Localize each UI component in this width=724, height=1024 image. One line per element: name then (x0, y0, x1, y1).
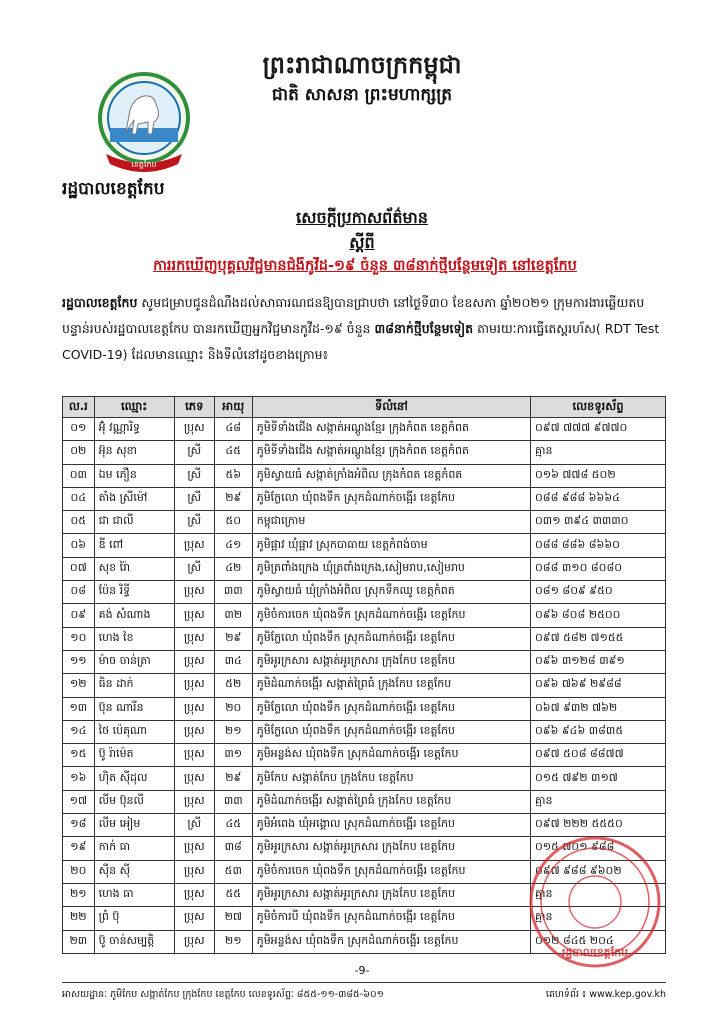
phone-number: ០១៦ ៧៧៨ ៥០២ (531, 464, 666, 487)
table-row (63, 627, 666, 650)
phone-number: ០៩៦ ៩៤៦ ៣៨៣៥ (531, 720, 666, 743)
phone-number: ០១៥ ៧៩២ ៣១៧ (531, 767, 666, 790)
person-name: ស៊ីន ស៊ី (94, 860, 174, 883)
address: ភូមិក្លែលោ ឃុំពងទឹក ស្រុកដំណាក់ចង្អើរ ខេត្តកែប (252, 627, 530, 650)
row-number: ១៦ (63, 767, 95, 790)
age: ២៩ (214, 767, 252, 790)
phone-number: គ្មាន (531, 790, 666, 813)
age: ៤៥ (214, 814, 252, 837)
address: ភូមិក្លែលោ ឃុំពងទឹក ស្រុកដំណាក់ចង្អើរ ខេត្តកែប (252, 697, 530, 720)
row-number: ០៩ (63, 604, 95, 627)
person-name: ថៃ ប៉េគុណា (94, 720, 174, 743)
row-number: ០៨ (63, 581, 95, 604)
person-name: ហេង ខៃ (94, 627, 174, 650)
person-name: លីម ប៊ុនលី (94, 790, 174, 813)
row-number: ១៣ (63, 697, 95, 720)
row-number: ១៨ (63, 814, 95, 837)
address: ភូមិទីទាំងជើង សង្កាត់អណ្តូងខ្មែរ ក្រុងកំពត ខេត្តកំពត (252, 441, 530, 464)
row-number: ០៣ (63, 464, 95, 487)
phone-number: ០៦៧ ៩៣២ ៧៦២ (531, 697, 666, 720)
age: ៣៣ (214, 790, 252, 813)
address: ភូមិក្លែលោ ឃុំពងទឹក ស្រុកដំណាក់ចង្អើរ ខេត្តកែប (252, 720, 530, 743)
address: ភូមិអូរក្រសារ សង្កាត់អូរក្រសារ ក្រុងកែប ខេត្តកែប (252, 837, 530, 860)
national-motto: ជាតិ សាសនា ព្រះមហាក្សត្រ (271, 85, 453, 105)
sex: ប្រុស (174, 790, 214, 813)
address: ភូមិអូរក្រសារ សង្កាត់អូរក្រសារ ក្រុងកែប ខេត្តកែប (252, 883, 530, 906)
sex: ប្រុស (174, 604, 214, 627)
table-row (63, 418, 666, 441)
table-row (63, 720, 666, 743)
table-header-cell: ឈ្មោះ (94, 397, 174, 418)
intro-bold-start: រដ្ឋបាលខេត្តកែប (62, 295, 138, 310)
row-number: ២២ (63, 907, 95, 930)
person-name: ឯម ភឿន (94, 464, 174, 487)
row-number: ០២ (63, 441, 95, 464)
sex: ស្រី (174, 511, 214, 534)
phone-number: ០៩៧ ៥៨២ ៧១៥៥ (531, 627, 666, 650)
table-row (63, 790, 666, 813)
age: ២៩ (214, 627, 252, 650)
age: ៥៥ (214, 883, 252, 906)
sex: ប្រុស (174, 418, 214, 441)
sex: ប្រុស (174, 581, 214, 604)
table-row (63, 511, 666, 534)
address: ភូមិត្រពាំងក្រេង ឃុំត្រពាំងក្រេង,សៀមរាប,សៀមរាប (252, 557, 530, 580)
row-number: ១៥ (63, 744, 95, 767)
age: ២៧ (214, 907, 252, 930)
age: ៥២ (214, 674, 252, 697)
intro-paragraph (62, 290, 666, 368)
phone-number: ០៣១ ៣៩៤ ៣៣៣០ (531, 511, 666, 534)
sex: ប្រុស (174, 907, 214, 930)
sex: ស្រី (174, 487, 214, 510)
person-name: ឌី ពៅ (94, 534, 174, 557)
kingdom-title: ព្រះរាជាណាចក្រកម្ពុជា (262, 50, 462, 79)
address: ភូមិស្វាយធំ ឃុំក្រាំងអំពិល ស្រុកទឹកឈូ ខេត្តកំពត (252, 581, 530, 604)
person-name: អ៊ុន សុខា (94, 441, 174, 464)
phone-number: ០៩៧ ២២២ ៥៥៥០ (531, 814, 666, 837)
sex: ប្រុស (174, 883, 214, 906)
table-row (63, 697, 666, 720)
age: ២១ (214, 720, 252, 743)
row-number: ០៥ (63, 511, 95, 534)
table-header-cell: ទីលំនៅ (252, 397, 530, 418)
table-header-row (63, 397, 666, 418)
sex: ប្រុស (174, 720, 214, 743)
phone-number: គ្មាន (531, 907, 666, 930)
sex: ស្រី (174, 814, 214, 837)
address: ភូមិផ្អាវ ឃុំផ្អាវ ស្រុកបាធាយ ខេត្តកំពង់ចាម (252, 534, 530, 557)
announcement-headline: ការរកឃើញបុគ្គលវិជ្ជមានជំងឺកូវីដ-១៩ ចំនួន ៣៨នាក់ថ្មីបន្ថែមទៀត នៅខេត្តកែប (153, 257, 577, 274)
table-row (63, 487, 666, 510)
sex: ស្រី (174, 557, 214, 580)
table-row (63, 581, 666, 604)
table-row (63, 744, 666, 767)
age: ២១ (214, 930, 252, 953)
age: ៣៤ (214, 650, 252, 673)
phone-number: ០១២ ៨៤៥ ២០៤ (531, 930, 666, 953)
age: ៤២ (214, 557, 252, 580)
person-name: ហ៊ិត ស៊ីដុល (94, 767, 174, 790)
address: ភូមិអូរក្រសារ សង្កាត់អូរក្រសារ ក្រុងកែប ខេត្តកែប (252, 650, 530, 673)
stamp-text: រដ្ឋបាលខេត្តកែប (561, 946, 629, 959)
phone-number: ០៩៦ ៣១២៨ ៣៩១ (531, 650, 666, 673)
sex: ប្រុស (174, 837, 214, 860)
person-name: ព្រំ ប៊ុ (94, 907, 174, 930)
footer-address: អាសយដ្ឋានៈ ភូមិកែប សង្កាត់កែប ក្រុងកែប ខេត្តកែប លេខទូរស័ព្ទៈ ៨៥៥-១១-៣៨៥-៦០១ (62, 989, 384, 1000)
address: កម្ពុជាក្រោម (252, 511, 530, 534)
age: ៤៥ (214, 441, 252, 464)
address: ភូមិអន្លង់ស ឃុំពងទឹក ស្រុកដំណាក់ចង្អើរ ខេត្តកែប (252, 930, 530, 953)
row-number: ០៧ (63, 557, 95, 580)
sex: ប្រុស (174, 627, 214, 650)
table-row (63, 650, 666, 673)
row-number: ១១ (63, 650, 95, 673)
row-number: ០៤ (63, 487, 95, 510)
phone-number: ០៨១ ៨០៩ ៩៥០ (531, 581, 666, 604)
table-header-cell: ល.រ (63, 397, 95, 418)
phone-number: ០៨៨ ៨៨៦ ៨៦៦០ (531, 534, 666, 557)
footer-website: គេហទំព័រ ៖ www.kep.gov.kh (545, 989, 666, 1000)
phone-number: ០៩៧ ៧៧៧ ៩៧៧០ (531, 418, 666, 441)
administration-name: រដ្ឋបាលខេត្តកែប (62, 179, 165, 199)
footer-divider (62, 982, 666, 983)
table-row (63, 557, 666, 580)
sex: ស្រី (174, 464, 214, 487)
person-name: ប៉ែន រិទ្ធី (94, 581, 174, 604)
address: ភូមិចំការចេក ឃុំពងទឹក ស្រុកដំណាក់ចង្អើរ ខេត្តកែប (252, 604, 530, 627)
table-row (63, 604, 666, 627)
address: ភូមិចំការចេក ឃុំពងទឹក ស្រុកដំណាក់ចង្អើរ ខេត្តកែប (252, 860, 530, 883)
phone-number: ០១៥ ៧០១ ៩៨៨ (531, 837, 666, 860)
row-number: ១៩ (63, 837, 95, 860)
kep-province-logo (96, 70, 192, 180)
age: ២៩ (214, 487, 252, 510)
row-number: ១៤ (63, 720, 95, 743)
person-name: ប៊ូ រ៉ាម៉េត (94, 744, 174, 767)
row-number: ២៣ (63, 930, 95, 953)
row-number: ០៦ (63, 534, 95, 557)
intro-text-1: សូមជម្រាបជូនដំណឹងដល់សាធារណជនឱ្យបានជ្រាបថា នៅថ្ងៃទី៣០ ខែឧសភា ឆ្នាំ២០២១ ក្រុមការងារឆ្លើយតបបន្ទាន់របស់រដ្ឋបាលខេត្តកែប បានរកឃើញអ្នកវិជ្ជមានកូវីដ-១៩ ចំនួន (62, 295, 645, 336)
sex: ប្រុស (174, 744, 214, 767)
age: ៤៨ (214, 418, 252, 441)
person-name: គង់ សំណាង (94, 604, 174, 627)
table-header-cell: អាយុ (214, 397, 252, 418)
address: ភូមិក្លែលោ ឃុំពងទឹក ស្រុកដំណាក់ចង្អើរ ខេត្តកែប (252, 487, 530, 510)
age: ៤១ (214, 534, 252, 557)
address: ភូមិទីទាំងជើង សង្កាត់អណ្តូងខ្មែរ ក្រុងកំពត ខេត្តកំពត (252, 418, 530, 441)
person-name: សុខ រ៉ៃា (94, 557, 174, 580)
address: ភូមិអន្លង់ស ឃុំពងទឹក ស្រុកដំណាក់ចង្អើរ ខេត្តកែប (252, 744, 530, 767)
row-number: ០១ (63, 418, 95, 441)
age: ៣៨ (214, 837, 252, 860)
row-number: ១២ (63, 674, 95, 697)
person-name: តាំង ស្រីម៉ៅ (94, 487, 174, 510)
phone-number: ០៨៨ ៩៨៨ ៦៦៦៤ (531, 487, 666, 510)
person-name: ប៊ុន ណារីន (94, 697, 174, 720)
person-name: ធិន ដាក់ (94, 674, 174, 697)
phone-number: ០៩៧ ៩៨៨ ៩៦០២ (531, 860, 666, 883)
sex: ប្រុស (174, 534, 214, 557)
sex: ប្រុស (174, 650, 214, 673)
age: ៥០ (214, 511, 252, 534)
address: ភូមិកែប សង្កាត់កែប ក្រុងកែប ខេត្តកែប (252, 767, 530, 790)
phone-number: គ្មាន (531, 441, 666, 464)
announcement-subtitle: ស្តីពី (349, 233, 375, 252)
table-row (63, 464, 666, 487)
address: ភូមិដំណាក់ចង្អើរ សង្កាត់ព្រៃធំ ក្រុងកែប ខេត្តកែប (252, 674, 530, 697)
sex: ប្រុស (174, 930, 214, 953)
address: ភូមិចំការបី ឃុំពងទឹក ស្រុកដំណាក់ចង្អើរ ខេត្តកែប (252, 907, 530, 930)
table-header-cell: លេខទូរស័ព្ទ (531, 397, 666, 418)
intro-bold-count: ៣៨នាក់ថ្មីបន្ថែមទៀត (374, 321, 474, 336)
sex: ស្រី (174, 441, 214, 464)
row-number: ២០ (63, 860, 95, 883)
table-header-cell: ភេទ (174, 397, 214, 418)
table-row (63, 767, 666, 790)
age: ២០ (214, 697, 252, 720)
logo-caption: ខេត្តកែប (131, 160, 157, 169)
age: ៣២ (214, 604, 252, 627)
intro-text-2: តាមរយៈការធ្វើតេស្តរហ័ស( RDT Test COVID-19) ដែលមានឈ្មោះ និងទីលំនៅដូចខាងក្រោម៖ (62, 321, 660, 362)
table-row (63, 534, 666, 557)
row-number: ១០ (63, 627, 95, 650)
address: ភូមិដំណាក់ចង្អើរ សង្កាត់ព្រៃធំ ក្រុងកែប ខេត្តកែប (252, 790, 530, 813)
official-stamp (525, 832, 665, 972)
person-name: ប៊ូ ចាន់សម្បត្តិ (94, 930, 174, 953)
age: ៥៦ (214, 464, 252, 487)
person-name: ហេង ធា (94, 883, 174, 906)
row-number: ១៧ (63, 790, 95, 813)
sex: ប្រុស (174, 697, 214, 720)
announcement-title: សេចក្តីប្រកាសព័ត៌មាន (296, 208, 428, 227)
phone-number: ០៩៦ ៨០៨ ២៥០០ (531, 604, 666, 627)
page-number: -9- (354, 964, 370, 977)
age: ៥៣ (214, 860, 252, 883)
sex: ប្រុស (174, 767, 214, 790)
person-name: អ៊ុំ វណ្ណារិទ្ធ (94, 418, 174, 441)
row-number: ២១ (63, 883, 95, 906)
person-name: ជា ជាលី (94, 511, 174, 534)
person-name: លីម អៀម (94, 814, 174, 837)
sex: ប្រុស (174, 674, 214, 697)
phone-number: ០៩៧ ៥០៨ ៨៨៧៧ (531, 744, 666, 767)
address: ភូមិស្វាយធំ សង្កាត់ក្រាំងអំពិល ក្រុងកំពត ខេត្តកំពត (252, 464, 530, 487)
table-row (63, 441, 666, 464)
table-row (63, 674, 666, 697)
person-name: ម៉ាច ចាន់ត្រា (94, 650, 174, 673)
phone-number: ០៩៦ ៧៦៩ ២៩៨៨ (531, 674, 666, 697)
phone-number: ០៨៨ ៣១០ ៨០៨០ (531, 557, 666, 580)
age: ៣១ (214, 744, 252, 767)
age: ៣៣ (214, 581, 252, 604)
sex: ប្រុស (174, 860, 214, 883)
phone-number: គ្មាន (531, 883, 666, 906)
address: ភូមិអំពេង ឃុំអង្គោល ស្រុកដំណាក់ចង្អើរ ខេត្តកែប (252, 814, 530, 837)
person-name: កាក់ ធា (94, 837, 174, 860)
